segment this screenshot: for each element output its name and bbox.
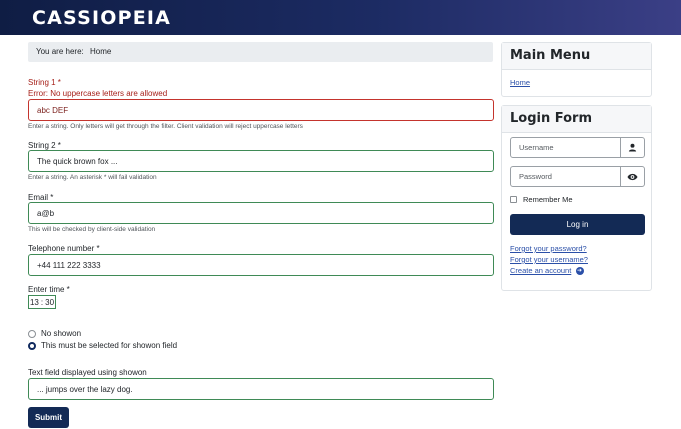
main-menu-title: Main Menu [502, 43, 651, 70]
site-brand[interactable]: CASSIOPEIA [32, 7, 172, 29]
remember-me-label: Remember Me [523, 195, 573, 204]
string2-label: String 2 * [28, 141, 61, 150]
string1-value: abc DEF [37, 105, 69, 115]
time-separator: : [40, 297, 44, 307]
string1-error: Error: No uppercase letters are allowed [28, 89, 168, 98]
radio-button-no-showon[interactable] [28, 330, 36, 338]
breadcrumb [28, 42, 493, 62]
username-field[interactable] [510, 137, 645, 158]
showon-input[interactable] [28, 378, 494, 400]
forgot-username-link[interactable]: Forgot your username? [510, 255, 588, 264]
breadcrumb-prefix: You are here: [36, 47, 84, 56]
email-label: Email * [28, 193, 54, 202]
eye-icon[interactable] [620, 167, 644, 186]
string2-input[interactable] [28, 150, 494, 172]
login-form-title: Login Form [502, 106, 651, 133]
username-placeholder[interactable]: Username [519, 143, 554, 152]
string1-help: Enter a string. Only letters will get through the filter. Client validation will reject uppercase letters [28, 123, 303, 130]
string1-input[interactable] [28, 99, 494, 121]
radio-no-showon-label: No showon [41, 329, 82, 338]
string1-label: String 1 * [28, 78, 61, 87]
password-placeholder[interactable]: Password [519, 172, 552, 181]
radio-showon[interactable] [28, 341, 177, 350]
showon-label: Text field displayed using showon [28, 368, 147, 377]
main-menu-card [501, 42, 652, 97]
time-minutes[interactable]: 30 [45, 297, 55, 307]
site-header [0, 0, 681, 35]
email-help: This will be checked by client-side validation [28, 226, 156, 233]
password-field[interactable] [510, 166, 645, 187]
arrow-right-icon: ➜ [577, 267, 583, 274]
showon-value: ... jumps over the lazy dog. [37, 384, 133, 394]
email-input[interactable] [28, 202, 494, 224]
radio-no-showon[interactable] [28, 329, 81, 338]
telephone-label: Telephone number * [28, 244, 100, 253]
login-button[interactable]: Log in [510, 214, 645, 235]
login-links [510, 244, 588, 275]
breadcrumb-current: Home [89, 47, 112, 56]
main-menu-item-home[interactable]: Home [510, 78, 531, 87]
user-icon [620, 138, 644, 157]
telephone-input[interactable] [28, 254, 494, 276]
time-hours[interactable]: 13 [29, 297, 39, 307]
string2-value: The quick brown fox ... [37, 156, 118, 166]
email-value: a@b [37, 208, 55, 218]
remember-me-checkbox[interactable] [510, 196, 517, 203]
submit-button[interactable]: Submit [28, 407, 69, 428]
radio-button-showon[interactable] [28, 342, 36, 350]
radio-showon-label: This must be selected for showon field [41, 341, 178, 350]
time-input[interactable] [28, 295, 56, 309]
time-label: Enter time * [28, 285, 70, 294]
string2-help: Enter a string. An asterisk * will fail validation [28, 174, 157, 181]
login-form-card [501, 105, 652, 291]
remember-me[interactable] [510, 195, 573, 204]
forgot-password-link[interactable]: Forgot your password? [510, 244, 587, 253]
create-account-link[interactable]: Create an account [510, 266, 572, 275]
telephone-value: +44 111 222 3333 [37, 260, 101, 270]
